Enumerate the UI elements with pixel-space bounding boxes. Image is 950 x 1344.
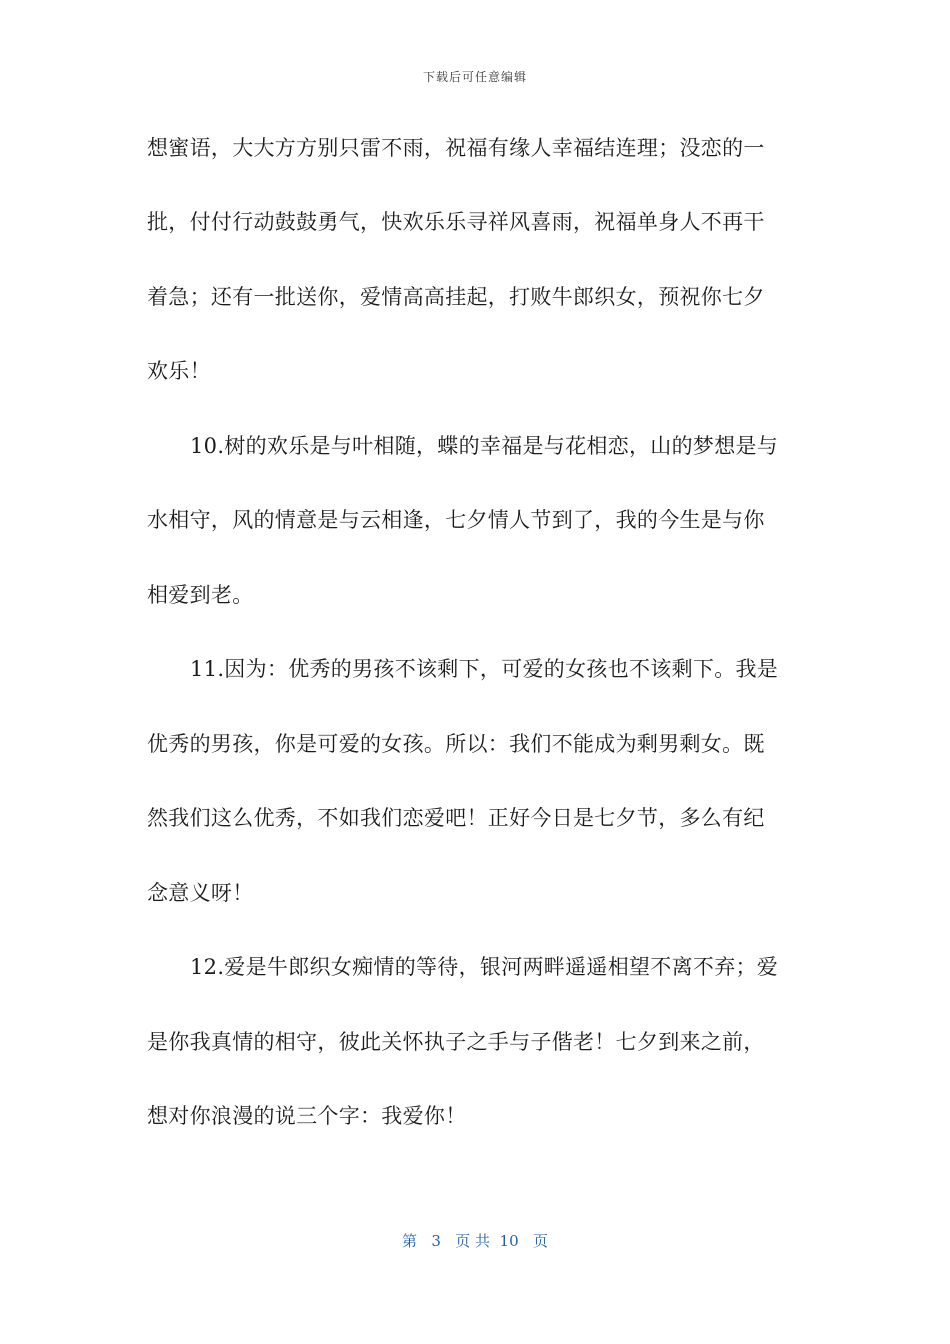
- text-line: 想对你浪漫的说三个字：我爱你！: [147, 1104, 467, 1128]
- page-end-label: 页: [532, 1232, 548, 1250]
- page-footer: [0, 1230, 950, 1251]
- total-page-number: 10: [499, 1232, 519, 1250]
- total-label: 页 共: [455, 1232, 490, 1250]
- text-line: 想蜜语，大大方方别只雷不雨，祝福有缘人幸福结连理；没恋的一: [147, 136, 765, 160]
- text-line: 相爱到老。: [147, 583, 254, 607]
- text-line: 11.因为：优秀的男孩不该剩下，可爱的女孩也不该剩下。我是: [190, 657, 779, 681]
- header-note: 下载后可任意编辑: [422, 70, 527, 84]
- text-line: 然我们这么优秀，不如我们恋爱吧！正好今日是七夕节，多么有纪: [147, 806, 765, 830]
- text-line: 批，付付行动鼓鼓勇气，快欢乐乐寻祥风喜雨，祝福单身人不再干: [147, 210, 765, 234]
- text-line: 着急；还有一批送你，爱情高高挂起，打败牛郎织女，预祝你七夕: [147, 285, 765, 309]
- text-line: 10.树的欢乐是与叶相随，蝶的幸福是与花相恋，山的梦想是与: [190, 434, 779, 458]
- text-line: 欢乐！: [147, 359, 211, 383]
- text-line: 水相守，风的情意是与云相逢，七夕情人节到了，我的今生是与你: [147, 508, 765, 532]
- current-page-number: 3: [431, 1232, 441, 1250]
- text-line: 念意义呀！: [147, 881, 254, 905]
- text-line: 优秀的男孩，你是可爱的女孩。所以：我们不能成为剩男剩女。既: [147, 732, 765, 756]
- page-label: 第: [402, 1232, 418, 1250]
- text-line: 是你我真情的相守，彼此关怀执子之手与子偕老！七夕到来之前，: [147, 1030, 765, 1054]
- text-line: 12.爱是牛郎织女痴情的等待，银河两畔遥遥相望不离不弃；爱: [190, 955, 779, 979]
